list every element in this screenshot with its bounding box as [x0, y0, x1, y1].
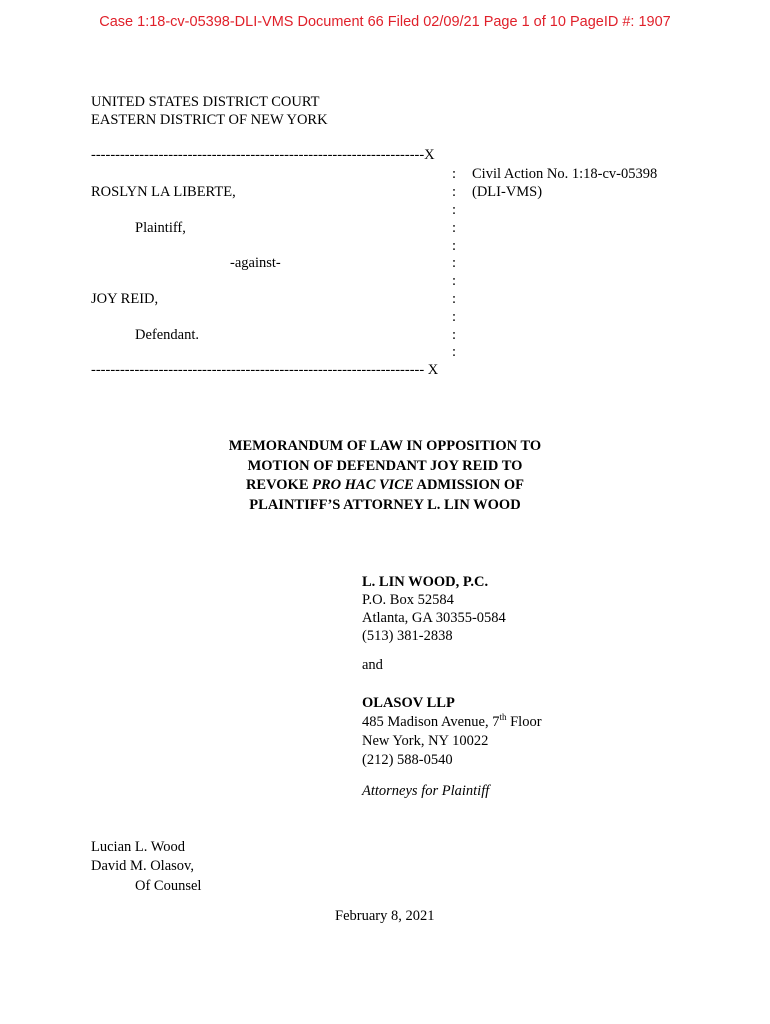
and-connector: and	[362, 657, 383, 673]
firm1-name: L. LIN WOOD, P.C.	[362, 574, 489, 590]
caption-colon: :	[452, 344, 457, 360]
caption-colon: :	[452, 166, 457, 182]
document-date: February 8, 2021	[335, 908, 435, 924]
caption-colon: :	[452, 255, 457, 271]
firm1-address-2: Atlanta, GA 30355-0584	[362, 610, 506, 626]
caption-bottom-rule: --------------------------------------------------------------------- X	[91, 362, 439, 378]
firm2-address-1-post: Floor	[506, 714, 542, 730]
counsel-name-2: David M. Olasov,	[91, 858, 194, 874]
firm2-address-1-sup: th	[499, 712, 507, 723]
court-name: UNITED STATES DISTRICT COURT	[91, 94, 320, 110]
firm1-address-1: P.O. Box 52584	[362, 592, 454, 608]
firm1-phone: (513) 381-2838	[362, 628, 453, 644]
attorneys-for-plaintiff: Attorneys for Plaintiff	[362, 783, 490, 799]
counsel-name-1: Lucian L. Wood	[91, 839, 186, 855]
caption-colon: :	[452, 309, 457, 325]
caption-top-rule: ---------------------------------------------------------------------X	[91, 147, 435, 163]
ecf-header-stamp: Case 1:18-cv-05398-DLI-VMS Document 66 Filed 02/09/21 Page 1 of 10 PageID #: 1907	[99, 14, 671, 30]
firm2-address-2: New York, NY 10022	[362, 733, 489, 749]
firm2-name: OLASOV LLP	[362, 695, 455, 711]
defendant-role: Defendant.	[135, 327, 200, 343]
document-title	[150, 437, 620, 515]
firm2-phone: (212) 588-0540	[362, 752, 453, 768]
title-line-2: MOTION OF DEFENDANT JOY REID TO	[247, 457, 523, 474]
title-pro-hac-vice: PRO HAC VICE	[312, 477, 414, 493]
title-line-4: PLAINTIFF’S ATTORNEY L. LIN WOOD	[249, 496, 521, 513]
title-line-3-pre: REVOKE	[245, 477, 313, 493]
firm2-address-1-pre: 485 Madison Avenue, 7	[362, 714, 500, 730]
title-line-3	[150, 476, 620, 496]
firm2-address-1	[362, 714, 542, 731]
plaintiff-role: Plaintiff,	[135, 220, 186, 236]
caption-colon: :	[452, 238, 457, 254]
title-line-1: MEMORANDUM OF LAW IN OPPOSITION TO	[228, 438, 542, 454]
caption-colon: :	[452, 202, 457, 218]
court-district: EASTERN DISTRICT OF NEW YORK	[91, 112, 328, 128]
caption-colon: :	[452, 184, 457, 200]
title-line-3-post: ADMISSION OF	[413, 477, 525, 493]
plaintiff-name: ROSLYN LA LIBERTE,	[91, 184, 236, 200]
defendant-name: JOY REID,	[91, 291, 159, 307]
caption-colon: :	[452, 273, 457, 289]
counsel-role: Of Counsel	[135, 878, 202, 894]
civil-action-number: Civil Action No. 1:18-cv-05398	[472, 166, 658, 182]
against-label: -against-	[230, 255, 281, 271]
caption-colon: :	[452, 327, 457, 343]
civil-action-judges: (DLI-VMS)	[472, 184, 543, 200]
caption-colon: :	[452, 220, 457, 236]
caption-colon: :	[452, 291, 457, 307]
